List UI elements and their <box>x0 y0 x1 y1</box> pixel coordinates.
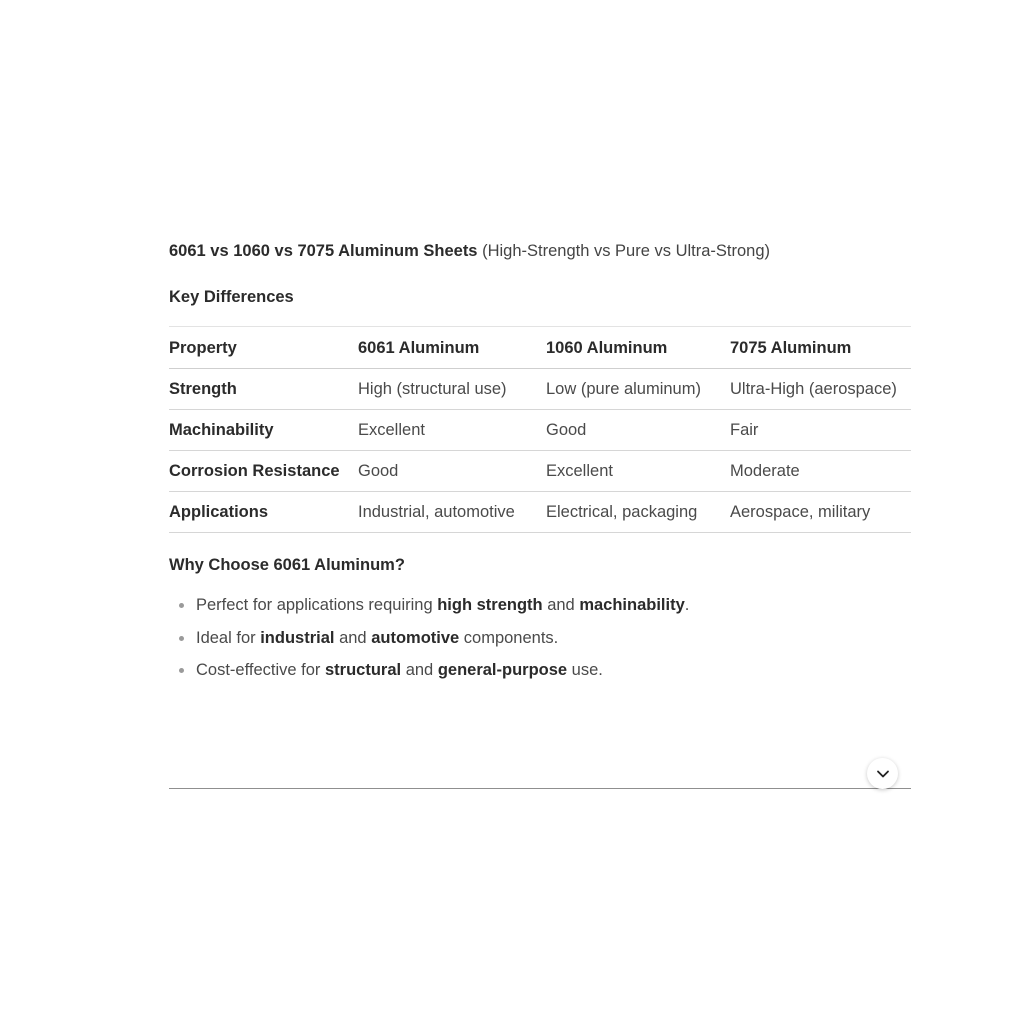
row-property: Machinability <box>169 410 358 451</box>
table-row <box>169 369 911 410</box>
bullet-emphasis: automotive <box>371 628 460 647</box>
table-row <box>169 451 911 492</box>
expand-button[interactable] <box>867 758 898 789</box>
cell-7075: Moderate <box>730 451 911 492</box>
cell-6061: High (structural use) <box>358 369 546 410</box>
row-property: Applications <box>169 492 358 533</box>
table-row <box>169 492 911 533</box>
bullet-text: Cost-effective for <box>196 661 325 679</box>
cell-6061: Excellent <box>358 410 546 451</box>
bullet-text: Ideal for <box>196 628 261 647</box>
bullet-text: and <box>542 596 580 614</box>
bullet-text: components. <box>459 628 559 647</box>
row-property: Strength <box>169 369 358 410</box>
bullet-text: and <box>401 661 438 679</box>
table-header-row <box>169 327 911 369</box>
cell-6061: Good <box>358 451 546 492</box>
header-6061: 6061 Aluminum <box>358 327 546 369</box>
why-choose-heading: Why Choose 6061 Aluminum? <box>169 556 405 574</box>
bullet-icon <box>179 668 184 673</box>
cell-6061: Industrial, automotive <box>358 492 546 533</box>
header-7075: 7075 Aluminum <box>730 327 911 369</box>
bullet-text: Perfect for applications requiring <box>196 596 438 614</box>
bullet-emphasis: general-purpose <box>437 661 568 679</box>
cell-1060: Excellent <box>546 451 730 492</box>
cell-1060: Good <box>546 410 730 451</box>
answer-content <box>169 238 911 690</box>
bullet-text: and <box>334 628 372 647</box>
list-item <box>169 625 911 651</box>
bullet-emphasis: industrial <box>260 628 335 647</box>
cell-1060: Low (pure aluminum) <box>546 369 730 410</box>
list-item <box>169 592 911 618</box>
key-differences-heading: Key Differences <box>169 288 294 306</box>
cell-1060: Electrical, packaging <box>546 492 730 533</box>
cell-7075: Fair <box>730 410 911 451</box>
table-row <box>169 410 911 451</box>
bullet-icon <box>179 636 184 641</box>
cell-7075: Ultra-High (aerospace) <box>730 369 911 410</box>
header-1060: 1060 Aluminum <box>546 327 730 369</box>
bullet-emphasis: structural <box>325 661 402 679</box>
cell-7075: Aerospace, military <box>730 492 911 533</box>
chevron-down-icon <box>875 766 891 782</box>
bullet-text: use. <box>567 661 603 679</box>
benefits-list <box>169 592 911 683</box>
header-property: Property <box>169 327 358 369</box>
bullet-icon <box>179 603 184 608</box>
list-item <box>169 657 911 683</box>
comparison-table <box>169 326 911 533</box>
comparison-heading <box>169 238 911 264</box>
content-divider <box>169 788 911 789</box>
heading-subtitle: (High-Strength vs Pure vs Ultra-Strong) <box>477 242 771 260</box>
bullet-emphasis: machinability <box>579 596 685 614</box>
heading-bold: 6061 vs 1060 vs 7075 Aluminum Sheets <box>169 242 478 260</box>
bullet-text: . <box>684 596 690 614</box>
bullet-emphasis: high strength <box>437 596 543 614</box>
row-property: Corrosion Resistance <box>169 451 358 492</box>
